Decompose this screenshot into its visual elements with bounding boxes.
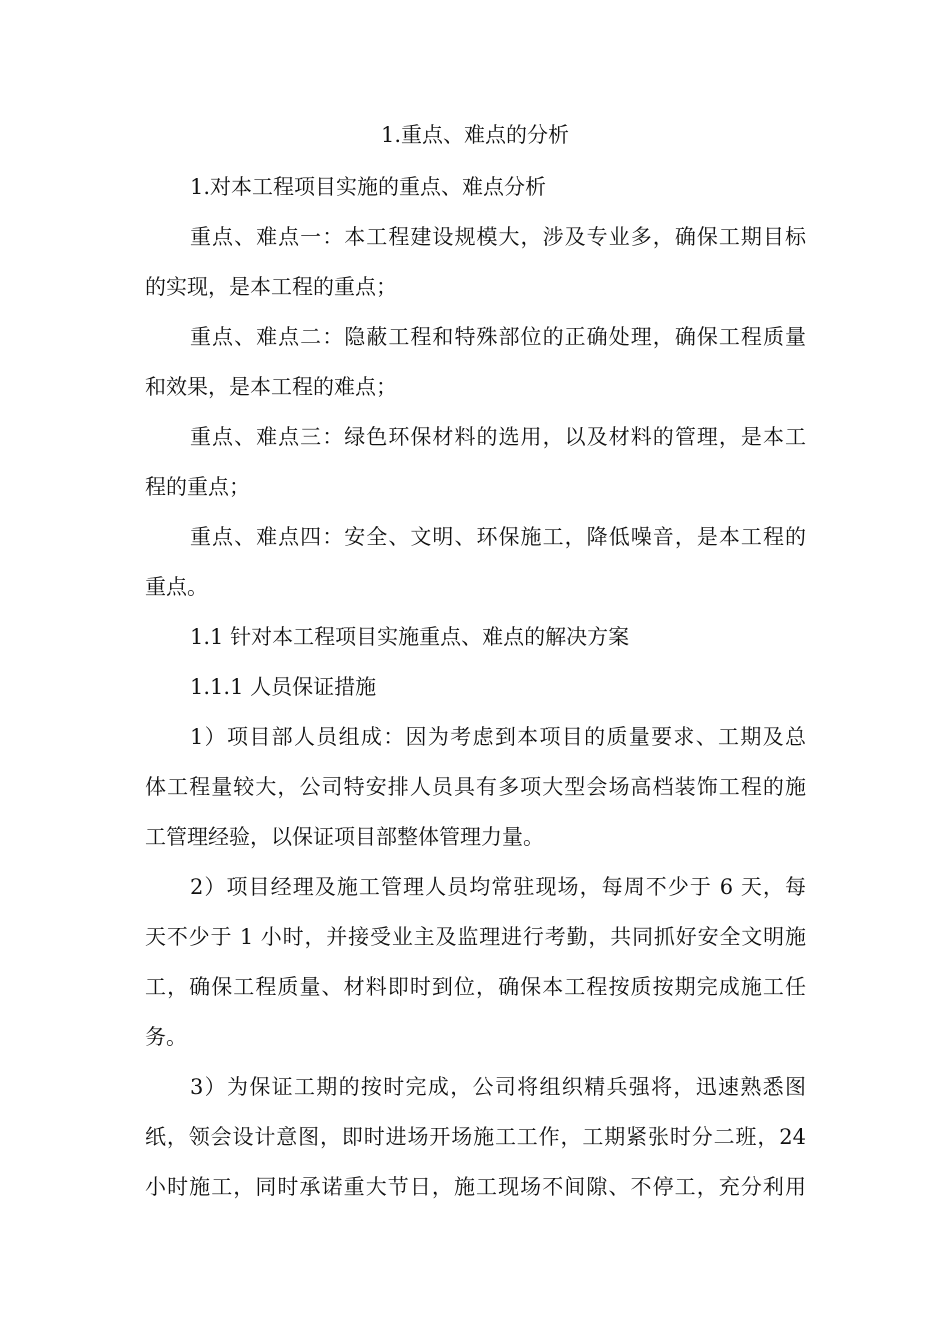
subsection-heading: 1.1.1 人员保证措施 (190, 675, 377, 699)
paragraph-line: 重点、难点四：安全、文明、环保施工，降低噪音，是本工程的 (190, 525, 806, 549)
paragraph-line: 天不少于 1 小时，并接受业主及监理进行考勤，共同抓好安全文明施 (145, 925, 806, 949)
paragraph-line: 工管理经验，以保证项目部整体管理力量。 (145, 825, 544, 849)
paragraph-line: 1）项目部人员组成：因为考虑到本项目的质量要求、工期及总 (190, 725, 806, 749)
paragraph-line: 重点、难点三：绿色环保材料的选用，以及材料的管理，是本工 (190, 425, 806, 449)
paragraph-line: 务。 (145, 1025, 187, 1049)
paragraph-line: 工，确保工程质量、材料即时到位，确保本工程按质按期完成施工任 (145, 975, 806, 999)
paragraph-line: 小时施工，同时承诺重大节日，施工现场不间隙、不停工，充分利用 (145, 1175, 806, 1199)
paragraph-line: 的实现，是本工程的重点； (145, 275, 397, 299)
paragraph-line: 重点、难点二：隐蔽工程和特殊部位的正确处理，确保工程质量 (190, 325, 806, 349)
section-heading: 1.对本工程项目实施的重点、难点分析 (190, 175, 547, 199)
paragraph-line: 重点、难点一：本工程建设规模大，涉及专业多，确保工期目标 (190, 225, 806, 249)
paragraph-line: 程的重点； (145, 475, 250, 499)
subsection-heading: 1.1 针对本工程项目实施重点、难点的解决方案 (190, 625, 630, 649)
paragraph-line: 纸，领会设计意图，即时进场开场施工工作，工期紧张时分二班，24 (145, 1125, 806, 1149)
paragraph-line: 3）为保证工期的按时完成，公司将组织精兵强将，迅速熟悉图 (190, 1075, 806, 1099)
document-title: 1.重点、难点的分析 (380, 123, 570, 147)
paragraph-line: 2）项目经理及施工管理人员均常驻现场，每周不少于 6 天，每 (190, 875, 806, 899)
paragraph-line: 重点。 (145, 575, 208, 599)
paragraph-line: 体工程量较大，公司特安排人员具有多项大型会场高档装饰工程的施 (145, 775, 806, 799)
paragraph-line: 和效果，是本工程的难点； (145, 375, 397, 399)
